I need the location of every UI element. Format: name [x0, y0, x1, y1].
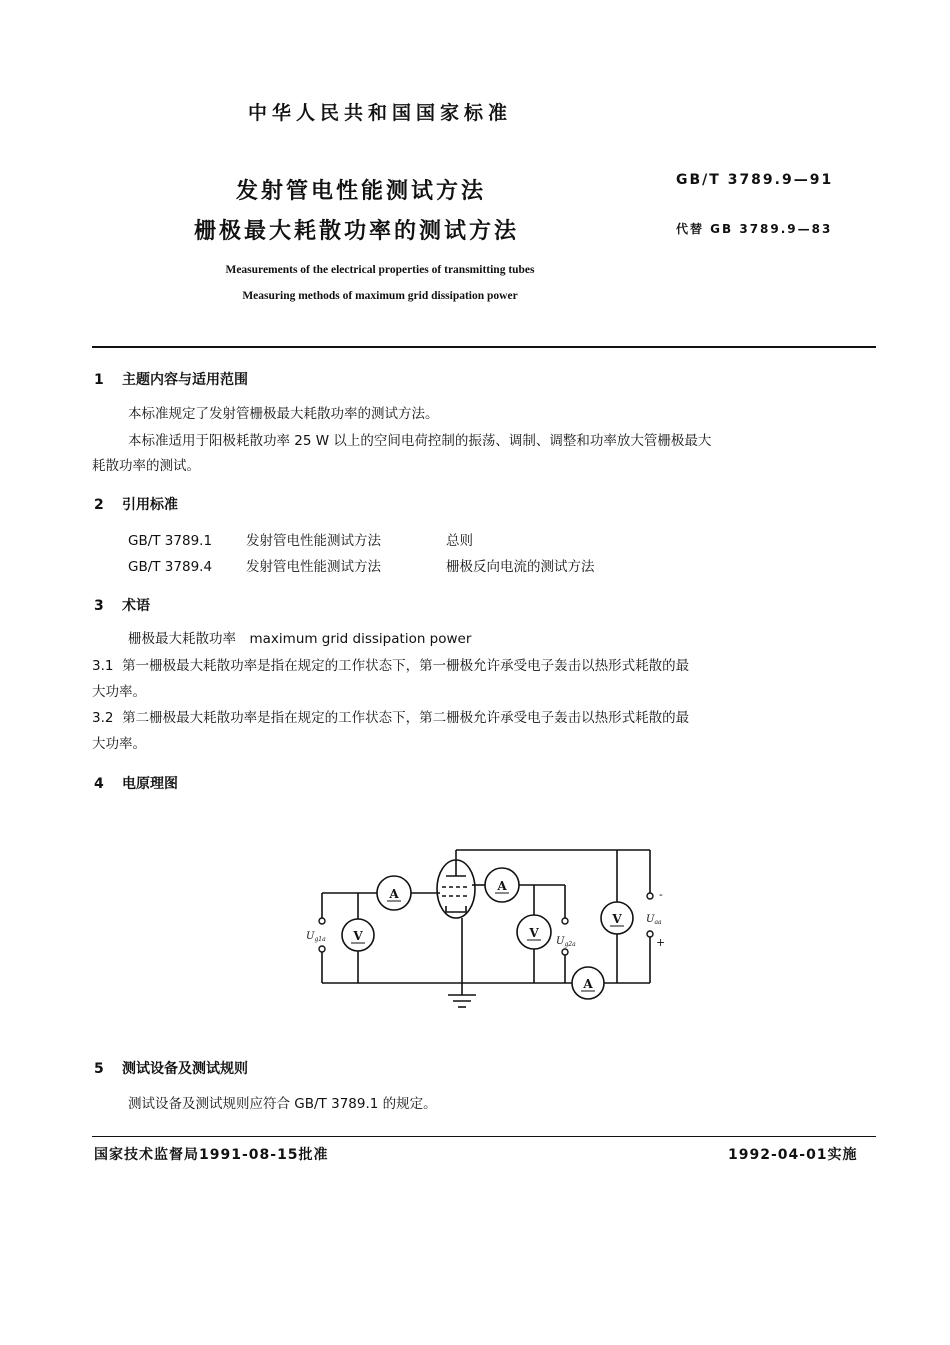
section-title: 主题内容与适用范围	[122, 372, 248, 388]
reference-title: 发射管电性能测试方法	[246, 559, 381, 575]
reference-code: GB/T 3789.1	[128, 533, 213, 549]
national-standard-heading: 中华人民共和国国家标准	[247, 102, 512, 124]
section-title: 电原理图	[122, 776, 178, 792]
circuit-diagram	[300, 840, 680, 1020]
reference-subtitle: 总则	[446, 533, 473, 549]
reference-row	[128, 529, 473, 549]
section-number: 1	[94, 372, 104, 388]
plus-sign: +	[656, 936, 666, 949]
meter-label: A	[583, 977, 593, 991]
terminal	[562, 918, 568, 924]
section-number: 5	[94, 1061, 104, 1077]
clause-number: 3.1	[92, 658, 114, 674]
replaces-code: 代替 GB 3789.9—83	[676, 222, 833, 236]
meter-label: V	[353, 929, 363, 943]
section-1-heading	[94, 369, 248, 389]
section-title: 测试设备及测试规则	[122, 1061, 248, 1077]
terminal	[647, 931, 653, 937]
reference-code: GB/T 3789.4	[128, 559, 213, 575]
meter-label: V	[612, 912, 622, 926]
title-line-2: 栅极最大耗散功率的测试方法	[194, 219, 520, 244]
reference-subtitle: 栅极反向电流的测试方法	[446, 559, 595, 575]
meter-label: V	[529, 926, 539, 940]
ug2a-label: $U_{g2a}$	[556, 936, 576, 948]
section-1-paragraph-1: 本标准规定了发射管栅极最大耗散功率的测试方法。	[128, 406, 439, 422]
terminal	[647, 893, 653, 899]
section-number: 3	[94, 598, 104, 614]
terminal	[319, 946, 325, 952]
clause-3-1-line-2: 大功率。	[92, 684, 146, 700]
clause-text: 第二栅极最大耗散功率是指在规定的工作状态下，第二栅极允许承受电子轰击以热形式耗散的最	[122, 710, 690, 726]
clause-3-2-line-1	[92, 705, 689, 731]
meter-label: A	[389, 887, 399, 901]
section-4-heading	[94, 773, 178, 793]
english-title-line-1: Measurements of the electrical properties of transmitting tubes	[225, 264, 535, 276]
section-1-paragraph-2-line-2: 耗散功率的测试。	[92, 458, 200, 474]
terminal	[562, 949, 568, 955]
section-title: 术语	[122, 598, 150, 614]
title-line-1: 发射管电性能测试方法	[236, 179, 487, 204]
section-title: 引用标准	[122, 497, 178, 513]
section-1-paragraph-2-line-1: 本标准适用于阳极耗散功率 25 W 以上的空间电荷控制的振荡、调制、调整和功率放大管栅极最大	[128, 433, 712, 449]
approval-date: 国家技术监督局1991-08-15批准	[94, 1147, 329, 1163]
term-definition: 栅极最大耗散功率 maximum grid dissipation power	[128, 631, 472, 647]
section-number: 4	[94, 776, 104, 792]
section-number: 2	[94, 497, 104, 513]
section-5-paragraph: 测试设备及测试规则应符合 GB/T 3789.1 的规定。	[128, 1096, 437, 1112]
footer-rule	[92, 1136, 876, 1137]
uaa-label: $U_{aa}$	[646, 914, 662, 926]
reference-row	[128, 555, 595, 575]
reference-title: 发射管电性能测试方法	[246, 533, 381, 549]
ug1a-label: $U_{g1a}$	[306, 931, 326, 943]
effective-date: 1992-04-01实施	[728, 1147, 858, 1163]
clause-3-1-line-1	[92, 653, 689, 679]
terminal	[319, 918, 325, 924]
meter-label: A	[497, 879, 507, 893]
tube-cathode	[446, 906, 466, 912]
clause-number: 3.2	[92, 710, 114, 726]
english-title-line-2: Measuring methods of maximum grid dissipation power	[242, 290, 518, 302]
clause-text: 第一栅极最大耗散功率是指在规定的工作状态下，第一栅极允许承受电子轰击以热形式耗散的最	[122, 658, 690, 674]
standard-code: GB/T 3789.9—91	[676, 172, 834, 188]
section-2-heading	[94, 494, 178, 514]
minus-sign: -	[659, 888, 663, 901]
header-rule	[92, 346, 876, 348]
clause-3-2-line-2: 大功率。	[92, 736, 146, 752]
section-5-heading	[94, 1058, 248, 1078]
section-3-heading	[94, 595, 150, 615]
